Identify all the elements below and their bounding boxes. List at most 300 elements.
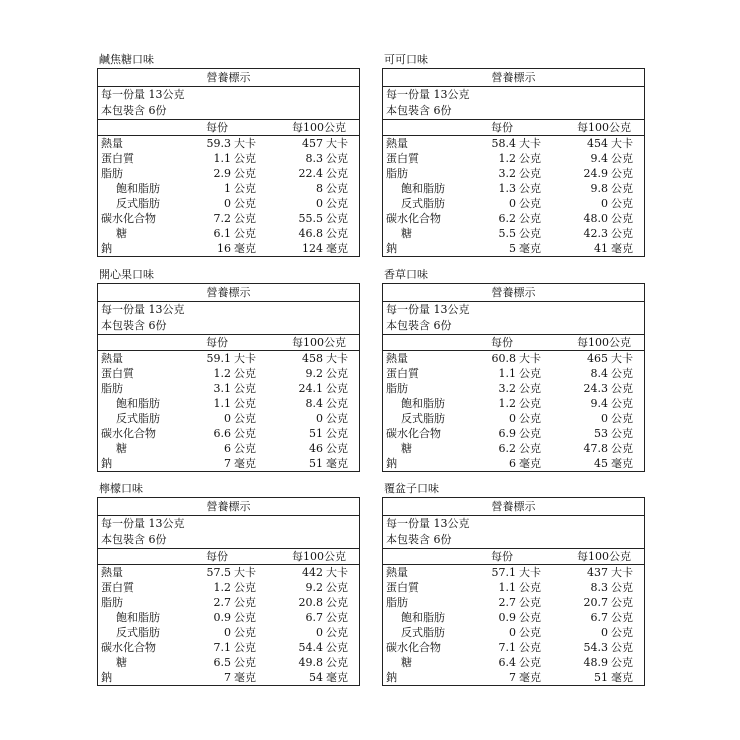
nutrient-name: 脂肪 (386, 382, 408, 395)
nutrient-name: 糖 (401, 227, 412, 240)
per-100g-value: 45 (594, 457, 608, 470)
unit: 公克 (326, 167, 348, 180)
per-serving-value: 6 (224, 442, 231, 455)
nutrition-panel (97, 482, 360, 686)
nutrient-name: 糖 (401, 442, 412, 455)
table-row (383, 456, 644, 471)
unit: 公克 (234, 596, 256, 609)
unit: 公克 (234, 382, 256, 395)
nutrient-name: 熱量 (386, 566, 408, 579)
servings-per-package: 本包裝含 6份 (386, 533, 452, 546)
per-serving-value: 1.1 (213, 397, 231, 410)
per-100g-value: 42.3 (583, 227, 608, 240)
per-100g-value: 51 (594, 671, 608, 684)
unit: 公克 (611, 611, 633, 624)
col-per-100g: 每100公克 (292, 550, 346, 563)
unit: 公克 (519, 152, 541, 165)
per-serving-value: 7 (224, 671, 231, 684)
col-per-serving: 每份 (206, 336, 228, 349)
nutrition-table (97, 68, 360, 257)
nutrient-name: 飽和脂肪 (401, 611, 445, 624)
unit: 大卡 (326, 137, 348, 150)
unit: 毫克 (611, 242, 633, 255)
nutrient-name: 脂肪 (101, 382, 123, 395)
flavor-title: 可可口味 (384, 53, 428, 66)
table-row (383, 670, 644, 685)
per-100g-value: 8.3 (305, 152, 323, 165)
unit: 公克 (234, 641, 256, 654)
flavor-title: 覆盆子口味 (384, 482, 439, 495)
unit: 毫克 (234, 242, 256, 255)
nutrition-panel (382, 268, 645, 472)
col-per-serving: 每份 (491, 336, 513, 349)
table-row (98, 640, 359, 655)
nutrient-name: 反式脂肪 (401, 412, 445, 425)
unit: 公克 (519, 626, 541, 639)
table-row (383, 136, 644, 151)
per-100g-value: 54.3 (583, 641, 608, 654)
per-serving-value: 0.9 (213, 611, 231, 624)
nutrient-name: 反式脂肪 (116, 412, 160, 425)
table-row (383, 351, 644, 366)
per-serving-value: 0 (224, 197, 231, 210)
table-row (98, 241, 359, 256)
col-per-serving: 每份 (491, 550, 513, 563)
unit: 大卡 (519, 137, 541, 150)
nutrient-name: 熱量 (101, 352, 123, 365)
per-serving-value: 7.1 (498, 641, 516, 654)
per-serving-value: 7.1 (213, 641, 231, 654)
per-serving-value: 6.2 (498, 442, 516, 455)
column-headers (383, 334, 644, 351)
unit: 公克 (611, 397, 633, 410)
nutrient-name: 碳水化合物 (386, 641, 441, 654)
per-serving-value: 0 (509, 412, 516, 425)
servings-per-package: 本包裝含 6份 (101, 533, 167, 546)
unit: 公克 (519, 367, 541, 380)
nutrition-panel (97, 53, 360, 257)
per-100g-value: 47.8 (583, 442, 608, 455)
per-serving-value: 16 (217, 242, 231, 255)
unit: 毫克 (519, 242, 541, 255)
table-row (383, 196, 644, 211)
nutrient-name: 反式脂肪 (401, 197, 445, 210)
nutrient-name: 鈉 (101, 457, 112, 470)
table-row (383, 366, 644, 381)
table-row (383, 580, 644, 595)
table-row (383, 625, 644, 640)
per-100g-value: 8.3 (590, 581, 608, 594)
per-100g-value: 0 (316, 626, 323, 639)
unit: 毫克 (326, 457, 348, 470)
nutrient-name: 蛋白質 (386, 367, 419, 380)
unit: 公克 (519, 212, 541, 225)
per-serving-value: 6.2 (498, 212, 516, 225)
unit: 公克 (234, 611, 256, 624)
nutrient-name: 蛋白質 (101, 581, 134, 594)
nutrient-name: 蛋白質 (101, 367, 134, 380)
per-100g-value: 465 (587, 352, 608, 365)
table-row (98, 411, 359, 426)
servings-per-package: 本包裝含 6份 (101, 319, 167, 332)
table-row (383, 211, 644, 226)
per-serving-value: 6.6 (213, 427, 231, 440)
per-serving-value: 1.3 (498, 182, 516, 195)
flavor-title: 檸檬口味 (99, 482, 143, 495)
per-serving-value: 57.5 (206, 566, 231, 579)
flavor-title: 鹹焦糖口味 (99, 53, 154, 66)
per-100g-value: 9.4 (590, 397, 608, 410)
nutrient-name: 飽和脂肪 (116, 182, 160, 195)
unit: 公克 (519, 167, 541, 180)
table-row (383, 381, 644, 396)
per-100g-value: 9.8 (590, 182, 608, 195)
per-serving-value: 6.1 (213, 227, 231, 240)
per-100g-value: 458 (302, 352, 323, 365)
per-serving-value: 5 (509, 242, 516, 255)
unit: 公克 (611, 412, 633, 425)
unit: 公克 (519, 641, 541, 654)
unit: 公克 (326, 227, 348, 240)
per-100g-value: 0 (316, 412, 323, 425)
per-serving-value: 1.2 (498, 152, 516, 165)
unit: 大卡 (519, 566, 541, 579)
unit: 公克 (326, 641, 348, 654)
unit: 公克 (519, 611, 541, 624)
unit: 公克 (519, 596, 541, 609)
table-header: 營養標示 (383, 498, 644, 516)
unit: 毫克 (611, 457, 633, 470)
unit: 公克 (611, 182, 633, 195)
table-row (383, 565, 644, 580)
per-100g-value: 457 (302, 137, 323, 150)
per-serving-value: 1.2 (213, 581, 231, 594)
unit: 公克 (234, 656, 256, 669)
unit: 大卡 (519, 352, 541, 365)
table-row (98, 426, 359, 441)
per-serving-value: 1.1 (498, 581, 516, 594)
per-serving-value: 57.1 (491, 566, 516, 579)
per-100g-value: 46.8 (298, 227, 323, 240)
nutrient-name: 脂肪 (386, 167, 408, 180)
unit: 公克 (611, 227, 633, 240)
table-row (383, 640, 644, 655)
serving-size: 每一份量 13公克 (101, 303, 185, 316)
per-100g-value: 49.8 (298, 656, 323, 669)
unit: 公克 (611, 212, 633, 225)
per-serving-value: 59.3 (206, 137, 231, 150)
unit: 公克 (611, 442, 633, 455)
unit: 公克 (519, 382, 541, 395)
column-headers (98, 119, 359, 136)
per-serving-value: 1.2 (498, 397, 516, 410)
table-row (383, 166, 644, 181)
per-100g-value: 442 (302, 566, 323, 579)
nutrient-name: 糖 (116, 442, 127, 455)
per-serving-value: 58.4 (491, 137, 516, 150)
column-headers (383, 548, 644, 565)
table-row (383, 610, 644, 625)
unit: 公克 (519, 412, 541, 425)
col-per-100g: 每100公克 (292, 121, 346, 134)
unit: 公克 (234, 427, 256, 440)
unit: 公克 (611, 626, 633, 639)
table-row (98, 655, 359, 670)
unit: 公克 (611, 382, 633, 395)
unit: 毫克 (326, 671, 348, 684)
nutrient-name: 熱量 (386, 137, 408, 150)
unit: 毫克 (234, 457, 256, 470)
per-100g-value: 437 (587, 566, 608, 579)
table-row (383, 441, 644, 456)
per-100g-value: 24.1 (298, 382, 323, 395)
table-header: 營養標示 (383, 69, 644, 87)
unit: 公克 (611, 367, 633, 380)
per-100g-value: 454 (587, 137, 608, 150)
unit: 毫克 (519, 671, 541, 684)
per-100g-value: 6.7 (305, 611, 323, 624)
col-per-100g: 每100公克 (577, 121, 631, 134)
unit: 公克 (326, 367, 348, 380)
per-serving-value: 1.2 (213, 367, 231, 380)
per-100g-value: 8.4 (590, 367, 608, 380)
table-row (383, 181, 644, 196)
nutrient-name: 熱量 (386, 352, 408, 365)
unit: 公克 (326, 611, 348, 624)
per-serving-value: 6.4 (498, 656, 516, 669)
col-per-100g: 每100公克 (292, 336, 346, 349)
per-serving-value: 7 (509, 671, 516, 684)
unit: 大卡 (611, 137, 633, 150)
per-100g-value: 22.4 (298, 167, 323, 180)
nutrient-name: 鈉 (386, 671, 397, 684)
unit: 公克 (326, 397, 348, 410)
table-row (98, 136, 359, 151)
per-serving-value: 5.5 (498, 227, 516, 240)
unit: 公克 (611, 197, 633, 210)
servings-per-package: 本包裝含 6份 (386, 319, 452, 332)
table-row (98, 381, 359, 396)
nutrition-panel (382, 482, 645, 686)
nutrient-name: 脂肪 (101, 596, 123, 609)
unit: 大卡 (326, 566, 348, 579)
unit: 公克 (326, 656, 348, 669)
per-100g-value: 9.2 (305, 581, 323, 594)
table-row (98, 226, 359, 241)
table-row (383, 411, 644, 426)
unit: 毫克 (611, 671, 633, 684)
serving-size: 每一份量 13公克 (101, 517, 185, 530)
unit: 公克 (326, 182, 348, 195)
table-row (98, 211, 359, 226)
per-100g-value: 124 (302, 242, 323, 255)
table-row (98, 396, 359, 411)
table-row (98, 580, 359, 595)
unit: 公克 (234, 227, 256, 240)
per-serving-value: 3.2 (498, 382, 516, 395)
unit: 大卡 (611, 566, 633, 579)
nutrient-name: 脂肪 (101, 167, 123, 180)
per-serving-value: 60.8 (491, 352, 516, 365)
serving-size: 每一份量 13公克 (386, 88, 470, 101)
unit: 大卡 (234, 137, 256, 150)
per-serving-value: 7 (224, 457, 231, 470)
per-100g-value: 55.5 (298, 212, 323, 225)
unit: 公克 (326, 212, 348, 225)
unit: 公克 (326, 197, 348, 210)
unit: 公克 (326, 152, 348, 165)
col-per-100g: 每100公克 (577, 550, 631, 563)
table-row (383, 426, 644, 441)
unit: 公克 (519, 182, 541, 195)
unit: 公克 (326, 442, 348, 455)
unit: 公克 (611, 152, 633, 165)
per-100g-value: 0 (601, 412, 608, 425)
table-header: 營養標示 (98, 284, 359, 302)
nutrient-name: 碳水化合物 (101, 212, 156, 225)
table-row (383, 396, 644, 411)
per-100g-value: 48.0 (583, 212, 608, 225)
nutrient-name: 反式脂肪 (116, 626, 160, 639)
per-100g-value: 54 (309, 671, 323, 684)
per-serving-value: 2.7 (498, 596, 516, 609)
col-per-serving: 每份 (206, 121, 228, 134)
unit: 公克 (326, 626, 348, 639)
per-100g-value: 9.2 (305, 367, 323, 380)
per-serving-value: 1.1 (498, 367, 516, 380)
nutrition-table (382, 68, 645, 257)
column-headers (98, 334, 359, 351)
nutrient-name: 鈉 (101, 242, 112, 255)
per-serving-value: 0 (224, 412, 231, 425)
per-serving-value: 7.2 (213, 212, 231, 225)
nutrient-name: 飽和脂肪 (401, 397, 445, 410)
unit: 公克 (519, 197, 541, 210)
col-per-serving: 每份 (491, 121, 513, 134)
unit: 公克 (234, 182, 256, 195)
per-serving-value: 3.1 (213, 382, 231, 395)
per-100g-value: 48.9 (583, 656, 608, 669)
unit: 公克 (234, 167, 256, 180)
nutrient-name: 糖 (401, 656, 412, 669)
unit: 公克 (519, 656, 541, 669)
flavor-title: 開心果口味 (99, 268, 154, 281)
column-headers (98, 548, 359, 565)
table-row (98, 351, 359, 366)
table-header: 營養標示 (383, 284, 644, 302)
table-header: 營養標示 (98, 69, 359, 87)
nutrient-name: 糖 (116, 656, 127, 669)
table-row (98, 565, 359, 580)
per-100g-value: 0 (316, 197, 323, 210)
nutrient-name: 碳水化合物 (386, 427, 441, 440)
nutrient-name: 碳水化合物 (386, 212, 441, 225)
table-row (98, 610, 359, 625)
per-100g-value: 54.4 (298, 641, 323, 654)
table-row (98, 456, 359, 471)
nutrient-name: 蛋白質 (386, 581, 419, 594)
per-serving-value: 2.9 (213, 167, 231, 180)
table-row (98, 625, 359, 640)
unit: 公克 (234, 581, 256, 594)
unit: 公克 (611, 581, 633, 594)
per-serving-value: 0 (509, 626, 516, 639)
col-per-serving: 每份 (206, 550, 228, 563)
unit: 公克 (234, 442, 256, 455)
unit: 公克 (326, 581, 348, 594)
unit: 公克 (611, 656, 633, 669)
per-100g-value: 0 (601, 197, 608, 210)
table-row (98, 595, 359, 610)
per-100g-value: 46 (309, 442, 323, 455)
per-100g-value: 9.4 (590, 152, 608, 165)
per-100g-value: 20.7 (583, 596, 608, 609)
per-serving-value: 6.9 (498, 427, 516, 440)
nutrition-table (97, 283, 360, 472)
unit: 毫克 (234, 671, 256, 684)
nutrient-name: 蛋白質 (386, 152, 419, 165)
nutrient-name: 飽和脂肪 (116, 611, 160, 624)
nutrient-name: 碳水化合物 (101, 427, 156, 440)
unit: 公克 (519, 442, 541, 455)
unit: 大卡 (234, 566, 256, 579)
table-header: 營養標示 (98, 498, 359, 516)
flavor-title: 香草口味 (384, 268, 428, 281)
per-100g-value: 53 (594, 427, 608, 440)
unit: 大卡 (326, 352, 348, 365)
per-100g-value: 0 (601, 626, 608, 639)
nutrient-name: 反式脂肪 (116, 197, 160, 210)
per-serving-value: 2.7 (213, 596, 231, 609)
per-100g-value: 24.9 (583, 167, 608, 180)
unit: 公克 (519, 397, 541, 410)
unit: 公克 (234, 152, 256, 165)
nutrient-name: 熱量 (101, 137, 123, 150)
table-row (98, 441, 359, 456)
unit: 公克 (519, 581, 541, 594)
unit: 公克 (326, 412, 348, 425)
unit: 公克 (234, 626, 256, 639)
table-row (98, 151, 359, 166)
nutrition-table (382, 283, 645, 472)
nutrient-name: 鈉 (386, 242, 397, 255)
nutrition-table (97, 497, 360, 686)
per-100g-value: 8 (316, 182, 323, 195)
per-serving-value: 0 (509, 197, 516, 210)
unit: 公克 (234, 212, 256, 225)
nutrient-name: 熱量 (101, 566, 123, 579)
unit: 毫克 (519, 457, 541, 470)
per-100g-value: 6.7 (590, 611, 608, 624)
unit: 大卡 (234, 352, 256, 365)
per-serving-value: 3.2 (498, 167, 516, 180)
table-row (383, 151, 644, 166)
table-row (98, 196, 359, 211)
unit: 公克 (611, 596, 633, 609)
unit: 公克 (519, 427, 541, 440)
per-100g-value: 24.3 (583, 382, 608, 395)
unit: 公克 (519, 227, 541, 240)
per-100g-value: 41 (594, 242, 608, 255)
unit: 公克 (326, 596, 348, 609)
nutrient-name: 飽和脂肪 (116, 397, 160, 410)
per-serving-value: 6.5 (213, 656, 231, 669)
unit: 公克 (611, 427, 633, 440)
unit: 公克 (326, 427, 348, 440)
unit: 公克 (234, 197, 256, 210)
table-row (383, 241, 644, 256)
table-row (383, 226, 644, 241)
